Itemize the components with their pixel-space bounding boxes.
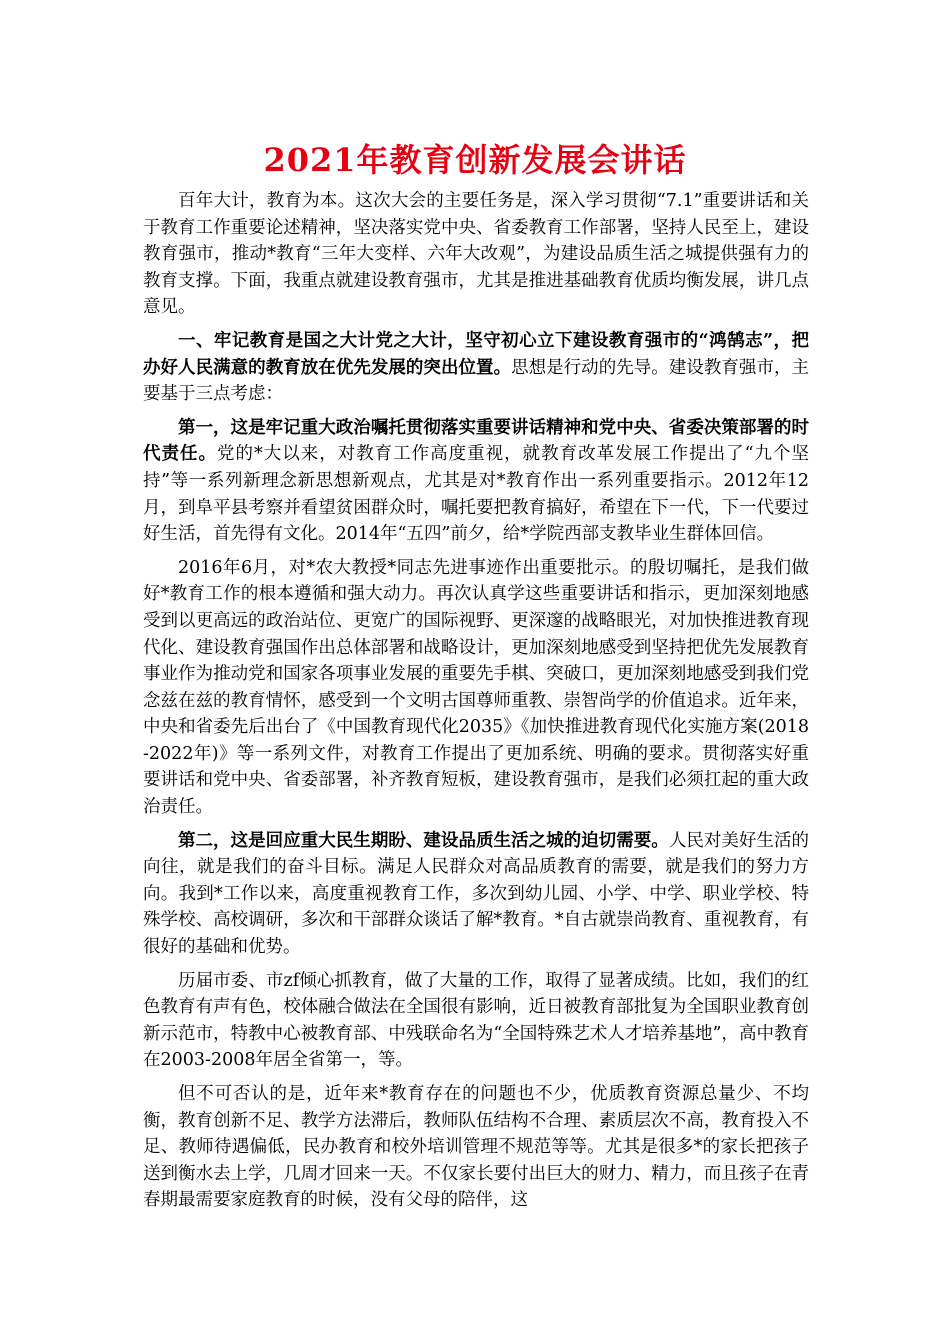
point-heading-first: 第一，这是牢记重大政治嘱托贯彻落实重要讲话精神和党中央、省委决策部署的时代责任。: [143, 417, 809, 465]
document-body: [143, 188, 809, 1221]
paragraph-point-second: [143, 828, 809, 961]
paragraph-point-first: [143, 415, 809, 548]
paragraph-text: 历届市委、市zf倾心抓教育，做了大量的工作，取得了显著成绩。比如，我们的红色教育有声有色，校体融合做法在全国很有影响，近日被教育部批复为全国职业教育创新示范市，特教中心被教育部、中残联命名为“全国特殊艺术人才培养基地”，高中教育在2003-2008年居全省第一，等。: [143, 970, 809, 1071]
point-heading-second: 第二，这是回应重大民生期盼、建设品质生活之城的迫切需要。: [178, 830, 669, 851]
paragraph-text: 但不可否认的是，近年来*教育存在的问题也不少，优质教育资源总量少、不均衡，教育创新不足、教学方法滞后，教师队伍结构不合理、素质层次不高，教育投入不足、教师待遇偏低，民办教育和校外培训管理不规范等等。尤其是很多*的家长把孩子送到衡水去上学，几周才回来一天。不仅家长要付出巨大的财力、精力，而且孩子在青春期最需要家庭教育的时候，没有父母的陪伴，这: [143, 1084, 809, 1211]
paragraph-text: 人民对美好生活的向往，就是我们的奋斗目标。满足人民群众对高品质教育的需要，就是我们的努力方向。我到*工作以来，高度重视教育工作，多次到幼儿园、小学、中学、职业学校、特殊学校、高校调研，多次和干部群众谈话了解*教育。*自古就崇尚教育、重视教育，有很好的基础和优势。: [143, 830, 810, 958]
paragraph-section-one: [143, 328, 809, 408]
paragraph-text: 百年大计，教育为本。这次大会的主要任务是，深入学习贯彻“7.1”重要讲话和关于教育工作重要论述精神，坚决落实党中央、省委教育工作部署，坚持人民至上，建设教育强市，推动*教育“三年大变样、六年大改观”，为建设品质生活之城提供强有力的教育支撑。下面，我重点就建设教育强市，尤其是推进基础教育优质均衡发展，讲几点意见。: [143, 191, 809, 318]
paragraph-text: 党的*大以来，对教育工作高度重视，就教育改革发展工作提出了“九个坚持”等一系列新理念新思想新观点，尤其是对*教育作出一系列重要指示。2012年12月，到阜平县考察并看望贫困群众时，嘱托要把教育搞好，希望在下一代，下一代要过好生活，首先得有文化。2014年“五四”前夕，给*学院西部支教毕业生群体回信。: [143, 444, 809, 545]
paragraph-intro: [143, 188, 809, 321]
paragraph-text: 思想是行动的先导。建设教育强市，主要基于三点考虑：: [143, 357, 810, 405]
paragraph-2016: [143, 555, 809, 821]
paragraph-problems: [143, 1081, 809, 1214]
paragraph-achievements: [143, 968, 809, 1074]
paragraph-text: 2016年6月，对*农大教授*同志先进事迹作出重要批示。的殷切嘱托，是我们做好*教育工作的根本遵循和强大动力。再次认真学这些重要讲话和指示，更加深刻地感受到以更高远的政治站位、更宽广的国际视野、更深邃的战略眼光，对加快推进教育现代化、建设教育强国作出总体部署和战略设计，更加深刻地感受到坚持把优先发展教育事业作为推动党和国家各项事业发展的重要先手棋、突破口，更加深刻地感受到我们党念兹在兹的教育情怀，感受到一个文明古国尊师重教、崇智尚学的价值追求。近年来，中央和省委先后出台了《中国教育现代化2035》《加快推进教育现代化实施方案(2018-2022年)》等一系列文件，对教育工作提出了更加系统、明确的要求。贯彻落实好重要讲话和党中央、省委部署，补齐教育短板，建设教育强市，是我们必须扛起的重大政治责任。: [143, 557, 809, 818]
section-heading-one: 一、牢记教育是国之大计党之大计，坚守初心立下建设教育强市的“鸿鹄志”，把办好人民满意的教育放在优先发展的突出位置。: [143, 330, 809, 378]
document-title: 2021年教育创新发展会讲话: [263, 141, 687, 179]
